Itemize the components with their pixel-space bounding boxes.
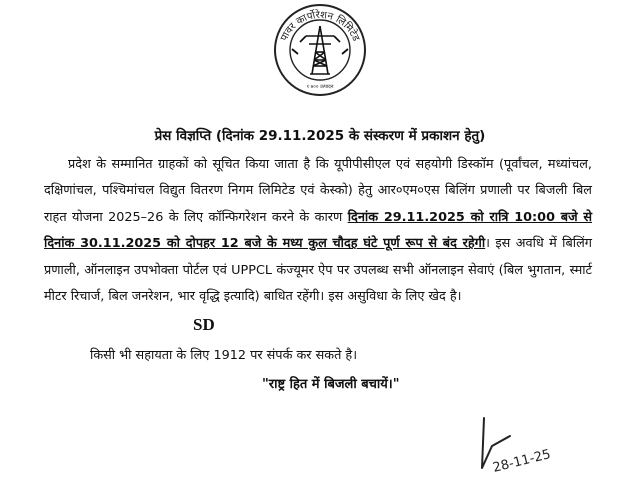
logo-bottom-text: १ ७०० उत्पादन [306, 84, 334, 90]
handwritten-signature [470, 410, 580, 480]
uppcl-logo [272, 2, 368, 98]
logo-ring-text: पावर कार्पोरेशन लिमिटेड [278, 9, 362, 43]
notice-paragraph [44, 152, 592, 310]
notice-text-part2: । इस अवधि में बिलिंग प्रणाली, ऑनलाइन उपभोक्ता पोर्टल एवं UPPCL कंज्यूमर ऐप पर उपलब्ध सभी ऑनलाइन सेवाएं (बिल भुगतान, स्मार्ट मीटर रिचार्ज, बिल जनरेशन, भार वृद्धि इत्यादि) बाधित रहेंगी। इस असुविधा के लिए खेद है। [44, 236, 592, 305]
contact-line: किसी भी सहायता के लिए 1912 पर संपर्क कर सकते है। [90, 348, 358, 363]
page-title: प्रेस विज्ञप्ति (दिनांक 29.11.2025 के संस्करण में प्रकाशन हेतु) [154, 128, 486, 144]
sd-mark: SD [193, 315, 215, 334]
notice-body [44, 152, 592, 310]
signature-date: 28-11-25 [491, 447, 553, 476]
outage-highlight: दिनांक 29.11.2025 को रात्रि 10:00 बजे से दिनांक 30.11.2025 को दोपहर 12 बजे के मध्य कुल चौदह घंटे पूर्ण रूप से बंद रहेगी [44, 209, 593, 252]
notice-text-part1: प्रदेश के सम्मानित ग्राहकों को सूचित किया जाता है कि यूपीपीसीएल एवं सहयोगी डिस्कॉम (पूर्वांचल, मध्यांचल, दक्षिणांचल, पश्चिमांचल विद्युत वितरण निगम लिमिटेड एवं केस्को) हेतु आर०एम०एस बिलिंग प्रणाली पर बिजली बिल राहत योजना 2025–26 के लिए कॉन्फिगरेशन करने के कारण [44, 157, 592, 225]
power-tower-icon [272, 2, 368, 98]
slogan: "राष्ट्र हित में बिजली बचायें।" [262, 377, 400, 392]
